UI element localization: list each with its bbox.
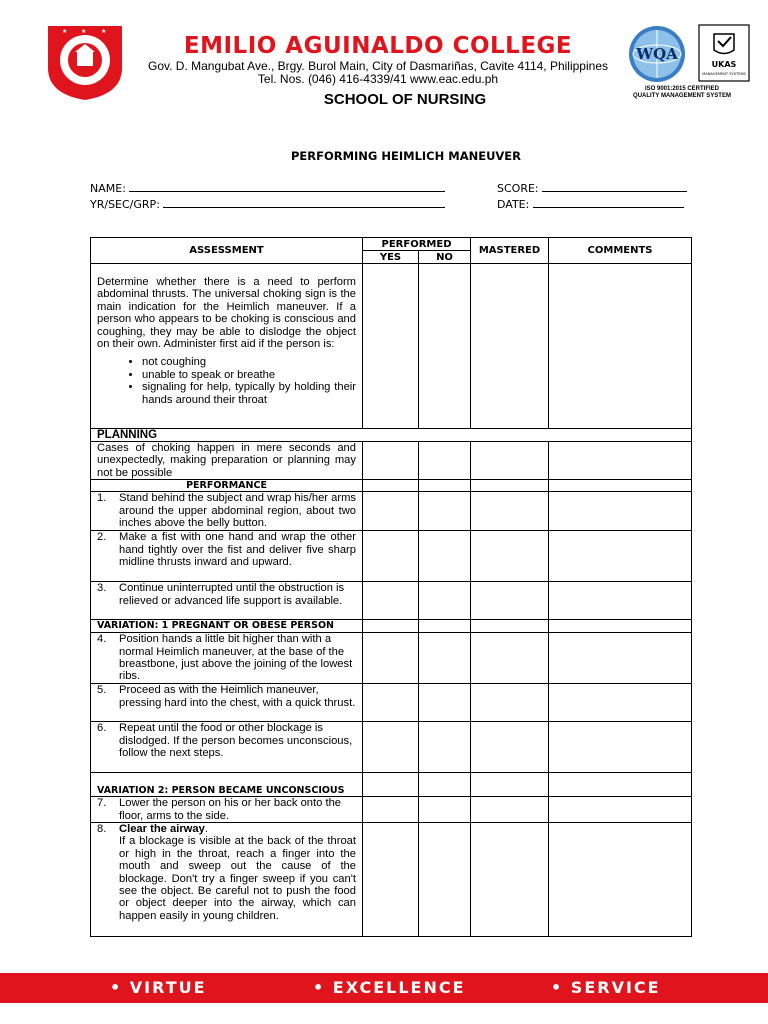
mastered-cell[interactable]	[471, 442, 549, 480]
yes-checkbox-cell[interactable]	[363, 823, 419, 937]
header-comments: COMMENTS	[549, 238, 692, 264]
variation2-heading: VARIATION 2: PERSON BECAME UNCONSCIOUS	[91, 773, 363, 797]
svg-text:★: ★	[101, 29, 107, 35]
step-number: 3.	[97, 582, 107, 595]
yes-checkbox-cell[interactable]	[363, 722, 419, 773]
step-text: Proceed as with the Heimlich maneuver, pressing hard into the chest, with a quick thrust.	[119, 684, 356, 709]
table-row	[91, 531, 692, 582]
svg-text:MANAGEMENT SYSTEMS: MANAGEMENT SYSTEMS	[702, 72, 746, 76]
footer-bar	[0, 973, 768, 1003]
mastered-cell[interactable]	[471, 722, 549, 773]
footer-virtue: • VIRTUE	[110, 978, 207, 997]
no-checkbox-cell[interactable]	[419, 582, 471, 620]
mastered-cell[interactable]	[471, 264, 549, 429]
score-label: SCORE:	[497, 182, 539, 195]
step-number: 5.	[97, 684, 107, 697]
step-text: Repeat until the food or other blockage is dislodged. If the person becomes unconscious, follow the next steps.	[119, 722, 353, 760]
name-label: NAME:	[90, 182, 126, 195]
form-title: PERFORMING HEIMLICH MANEUVER	[290, 149, 522, 163]
footer-service: • SERVICE	[551, 978, 661, 997]
no-checkbox-cell[interactable]	[419, 492, 471, 531]
table-row	[91, 582, 692, 620]
yes-checkbox-cell[interactable]	[363, 797, 419, 823]
step-text: Position hands a little bit higher than with a normal Heimlich maneuver, at the base of the breastbone, just above the joining of the lowest ribs.	[119, 633, 353, 683]
comments-cell[interactable]	[549, 633, 692, 684]
list-item: • not coughing	[142, 356, 356, 368]
yes-checkbox-cell[interactable]	[363, 531, 419, 582]
step-text: If a blockage is visible at the back of the throat or high in the throat, reach a finger into the mouth and sweep out the cause of the blockage. Don't try a finger sweep if you can't see the object. Be careful not to push the food or object deeper into the airway, which can happen easily in young children.	[119, 835, 356, 922]
mastered-cell[interactable]	[471, 492, 549, 531]
table-row	[91, 823, 692, 937]
no-checkbox-cell[interactable]	[419, 264, 471, 429]
step-title: Clear the airway	[119, 823, 205, 836]
planning-text: Cases of choking happen in mere seconds and unexpectedly, making preparation or planning may not be possible	[91, 442, 363, 480]
table-row	[91, 684, 692, 722]
step-number: 1.	[97, 492, 107, 505]
svg-text:WQA: WQA	[636, 45, 678, 63]
school-name: SCHOOL OF NURSING	[323, 91, 487, 108]
step-text: Continue uninterrupted until the obstruction is relieved or advanced life support is available.	[119, 582, 345, 607]
mastered-cell[interactable]	[471, 582, 549, 620]
checklist-table	[90, 237, 692, 937]
comments-cell[interactable]	[549, 722, 692, 773]
yes-checkbox-cell[interactable]	[363, 442, 419, 480]
yes-checkbox-cell[interactable]	[363, 264, 419, 429]
date-field[interactable]	[497, 197, 684, 211]
comments-cell[interactable]	[549, 442, 692, 480]
step-text: Make a fist with one hand and wrap the other hand tightly over the fist and deliver five sharp midline thrusts inward and upward.	[119, 531, 356, 569]
assessment-text: Determine whether there is a need to perform abdominal thrusts. The universal choking sign is the main indication for the Heimlich maneuver. If a person who appears to be choking is conscious and coughing, they may be able to dislodge the object on their own. Administer first aid if the person is:	[97, 276, 356, 351]
table-row	[91, 442, 692, 480]
step-text: Lower the person on his or her back onto the floor, arms to the side.	[119, 797, 342, 822]
mastered-cell[interactable]	[471, 823, 549, 937]
step-cell	[91, 531, 363, 582]
no-checkbox-cell[interactable]	[419, 442, 471, 480]
comments-cell[interactable]	[549, 264, 692, 429]
no-checkbox-cell[interactable]	[419, 531, 471, 582]
step-number: 6.	[97, 722, 107, 735]
comments-cell[interactable]	[549, 492, 692, 531]
letterhead	[0, 0, 768, 130]
step-cell	[91, 492, 363, 531]
step-cell	[91, 684, 363, 722]
table-row	[91, 722, 692, 773]
step-cell	[91, 797, 363, 823]
table-row	[91, 264, 692, 429]
header-performed: PERFORMED	[363, 238, 471, 251]
wqa-certification-logo	[624, 24, 690, 84]
step-number: 7.	[97, 797, 107, 810]
no-checkbox-cell[interactable]	[419, 797, 471, 823]
table-row	[91, 492, 692, 531]
mastered-cell[interactable]	[471, 531, 549, 582]
comments-cell[interactable]	[549, 823, 692, 937]
planning-heading: PLANNING	[91, 429, 692, 442]
step-cell: 8. Clear the airway. If a blockage is visible at the back of the throat or high in the throat, reach a finger into the mouth and sweep out the cause of the blockage. Don't try a finger sweep if you can't see the object. Be careful not to push the food or object deeper into the airway, which can happen easily in young children.	[91, 823, 363, 937]
comments-cell[interactable]	[549, 684, 692, 722]
assessment-cell	[91, 264, 363, 429]
step-cell	[91, 722, 363, 773]
yes-checkbox-cell[interactable]	[363, 582, 419, 620]
iso-certification-text: ISO 9001:2015 CERTIFIED QUALITY MANAGEMENT SYSTEM	[633, 86, 731, 99]
mastered-cell[interactable]	[471, 633, 549, 684]
yes-checkbox-cell[interactable]	[363, 492, 419, 531]
header-assessment: ASSESSMENT	[91, 238, 363, 264]
college-seal-logo	[44, 22, 126, 102]
no-checkbox-cell[interactable]	[419, 722, 471, 773]
step-number: 8.	[97, 823, 107, 836]
footer-excellence: • EXCELLENCE	[313, 978, 466, 997]
header-mastered: MASTERED	[471, 238, 549, 264]
name-field[interactable]	[90, 181, 445, 195]
ukas-certification-logo	[698, 24, 750, 82]
yes-checkbox-cell[interactable]	[363, 684, 419, 722]
no-checkbox-cell[interactable]	[419, 823, 471, 937]
table-row	[91, 633, 692, 684]
address-line: Gov. D. Mangubat Ave., Brgy. Burol Main, City of Dasmariñas, Cavite 4114, Philippines	[148, 59, 608, 73]
table-row	[91, 797, 692, 823]
performance-heading: PERFORMANCE	[91, 480, 363, 492]
assessment-bullets	[97, 356, 356, 406]
svg-text:★: ★	[81, 29, 87, 35]
header-yes: YES	[363, 251, 419, 264]
yrsec-field[interactable]	[90, 197, 445, 211]
step-cell	[91, 582, 363, 620]
step-cell	[91, 633, 363, 684]
list-item: • unable to speak or breathe	[142, 369, 356, 381]
yrsec-label: YR/SEC/GRP:	[90, 198, 160, 211]
score-field[interactable]	[497, 181, 687, 195]
comments-cell[interactable]	[549, 582, 692, 620]
date-label: DATE:	[497, 198, 530, 211]
contact-line: Tel. Nos. (046) 416-4339/41 www.eac.edu.ph	[257, 72, 499, 86]
step-text: Stand behind the subject and wrap his/her arms around the upper abdominal region, about two inches above the belly button.	[119, 492, 356, 530]
yes-checkbox-cell[interactable]	[363, 633, 419, 684]
step-number: 4.	[97, 633, 107, 646]
svg-text:★: ★	[62, 29, 68, 35]
variation1-heading: VARIATION: 1 PREGNANT OR OBESE PERSON	[91, 620, 363, 633]
mastered-cell[interactable]	[471, 684, 549, 722]
no-checkbox-cell[interactable]	[419, 684, 471, 722]
comments-cell[interactable]	[549, 797, 692, 823]
comments-cell[interactable]	[549, 531, 692, 582]
step-number: 2.	[97, 531, 107, 544]
svg-text:UKAS: UKAS	[711, 60, 737, 69]
mastered-cell[interactable]	[471, 797, 549, 823]
college-name: EMILIO AGUINALDO COLLEGE	[183, 33, 573, 59]
list-item: • signaling for help, typically by holding their hands around their throat	[142, 381, 356, 406]
no-checkbox-cell[interactable]	[419, 633, 471, 684]
header-no: NO	[419, 251, 471, 264]
